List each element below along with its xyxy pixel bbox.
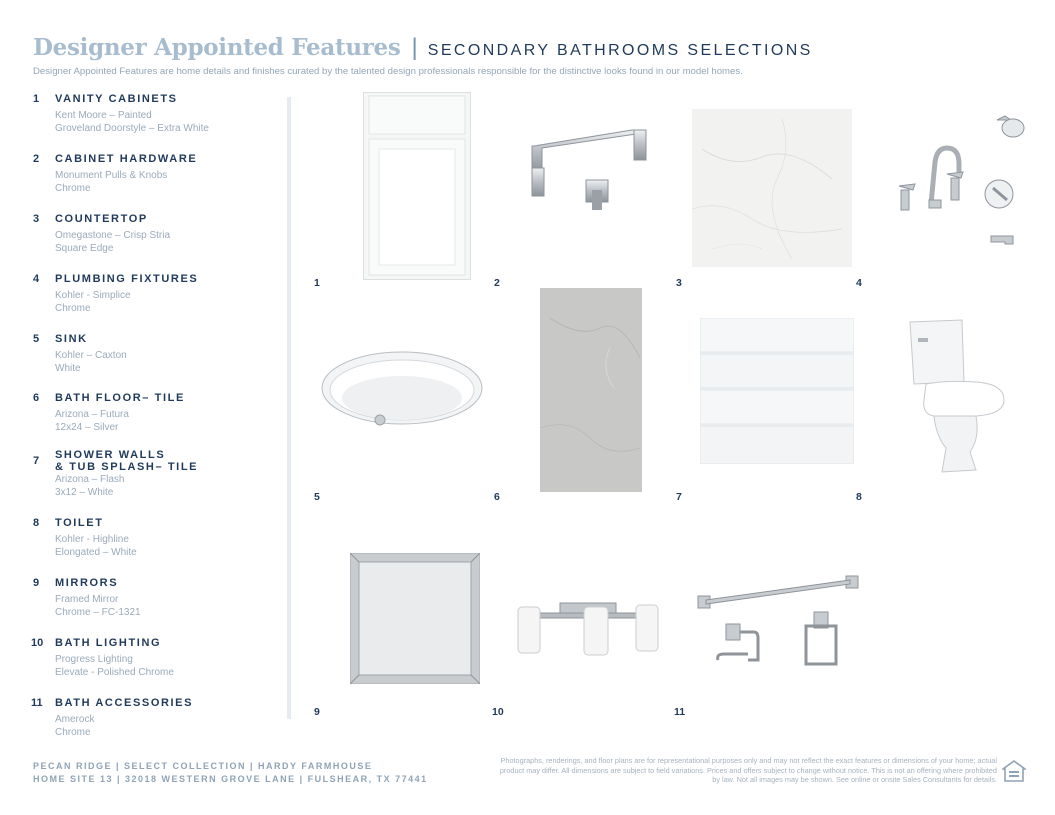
item-title: BATH ACCESSORIES — [55, 697, 194, 709]
disclaimer-text: Photographs, renderings, and floor plans are for representational purposes only and may not reflect the exact features or dimensions of your home; actual product may differ. All dimensions are subject to field variations. Prices and offers subject to change without notice. This is not an offering where prohibited by law. Not all images may be shown. See online or onsite Sales Consultants for details. — [499, 756, 997, 784]
image-label-5: 5 — [314, 491, 320, 503]
item-number: 7 — [33, 455, 40, 467]
item-title: SINK — [55, 333, 88, 345]
equal-housing-icon — [1002, 760, 1026, 782]
item-number: 8 — [33, 517, 40, 529]
item-number: 2 — [33, 153, 40, 165]
item-detail: Framed Mirror — [55, 594, 119, 605]
vertical-divider — [287, 97, 291, 719]
image-label-8: 8 — [856, 491, 862, 503]
item-detail: Square Edge — [55, 243, 114, 254]
item-detail: Amerock — [55, 714, 95, 725]
item-detail: Elevate - Polished Chrome — [55, 667, 174, 678]
bath-accessories-image — [696, 572, 862, 674]
title-separator: | — [411, 34, 418, 61]
item-detail: White — [55, 363, 81, 374]
page-subtitle: SECONDARY BATHROOMS SELECTIONS — [427, 42, 813, 59]
item-detail: Progress Lighting — [55, 654, 133, 665]
image-label-4: 4 — [856, 277, 862, 289]
toilet-image — [906, 318, 1006, 476]
item-detail: Omegastone – Crisp Stria — [55, 230, 171, 241]
image-label-2: 2 — [494, 277, 500, 289]
item-detail: Monument Pulls & Knobs — [55, 170, 168, 181]
image-label-6: 6 — [494, 491, 500, 503]
vanity-light-image — [514, 599, 662, 657]
sink-image — [320, 350, 484, 428]
item-title: PLUMBING FIXTURES — [55, 273, 199, 285]
item-detail: Kohler – Caxton — [55, 350, 127, 361]
item-title: COUNTERTOP — [55, 213, 148, 225]
image-label-10: 10 — [492, 706, 504, 718]
item-number: 1 — [33, 93, 40, 105]
item-detail: Kohler - Highline — [55, 534, 129, 545]
item-detail: Kent Moore – Painted — [55, 110, 152, 121]
item-title: SHOWER WALLS — [55, 449, 166, 461]
item-detail: Chrome — [55, 183, 91, 194]
image-label-11: 11 — [674, 706, 686, 718]
item-detail: 12x24 – Silver — [55, 422, 119, 433]
item-detail: Groveland Doorstyle – Extra White — [55, 123, 209, 134]
item-number: 4 — [33, 273, 40, 285]
intro-text: Designer Appointed Features are home details and finishes curated by the talented design professionals responsible for the distinctive looks found in our model homes. — [33, 66, 743, 77]
plumbing-fixtures-image — [889, 108, 1027, 254]
item-detail: Kohler - Simplice — [55, 290, 131, 301]
image-label-9: 9 — [314, 706, 320, 718]
item-title: MIRRORS — [55, 577, 119, 589]
countertop-sample-image — [692, 109, 852, 267]
item-number: 3 — [33, 213, 40, 225]
footer-line-community: PECAN RIDGE | SELECT COLLECTION | HARDY FARMHOUSE — [33, 761, 373, 771]
image-label-3: 3 — [676, 277, 682, 289]
item-detail: Chrome — [55, 303, 91, 314]
item-number: 11 — [31, 697, 43, 709]
cabinet-pull-image — [528, 128, 650, 212]
image-label-1: 1 — [314, 277, 320, 289]
framed-mirror-image — [350, 553, 480, 684]
item-number: 9 — [33, 577, 40, 589]
footer-line-homesite: HOME SITE 13 | 32018 WESTERN GROVE LANE | FULSHEAR, TX 77441 — [33, 774, 428, 784]
item-title: CABINET HARDWARE — [55, 153, 198, 165]
page-header — [33, 34, 1033, 77]
item-title: BATH LIGHTING — [55, 637, 162, 649]
item-detail: Elongated – White — [55, 547, 137, 558]
item-title: TOILET — [55, 517, 104, 529]
item-number: 6 — [33, 392, 40, 404]
footer-address — [33, 760, 428, 786]
item-detail: 3x12 – White — [55, 487, 114, 498]
item-number: 10 — [31, 637, 44, 649]
item-title: VANITY CABINETS — [55, 93, 178, 105]
page-title: Designer Appointed Features — [33, 34, 401, 61]
image-label-7: 7 — [676, 491, 682, 503]
item-detail: Chrome — [55, 727, 91, 738]
wall-tile-image — [700, 318, 854, 464]
item-title: BATH FLOOR– TILE — [55, 392, 185, 404]
item-detail: Chrome – FC-1321 — [55, 607, 141, 618]
item-detail: Arizona – Futura — [55, 409, 129, 420]
item-title: & TUB SPLASH– TILE — [55, 461, 199, 473]
floor-tile-image — [540, 288, 642, 492]
cabinet-door-image — [363, 92, 471, 280]
title-row — [33, 34, 1033, 62]
item-detail: Arizona – Flash — [55, 474, 125, 485]
item-number: 5 — [33, 333, 40, 345]
